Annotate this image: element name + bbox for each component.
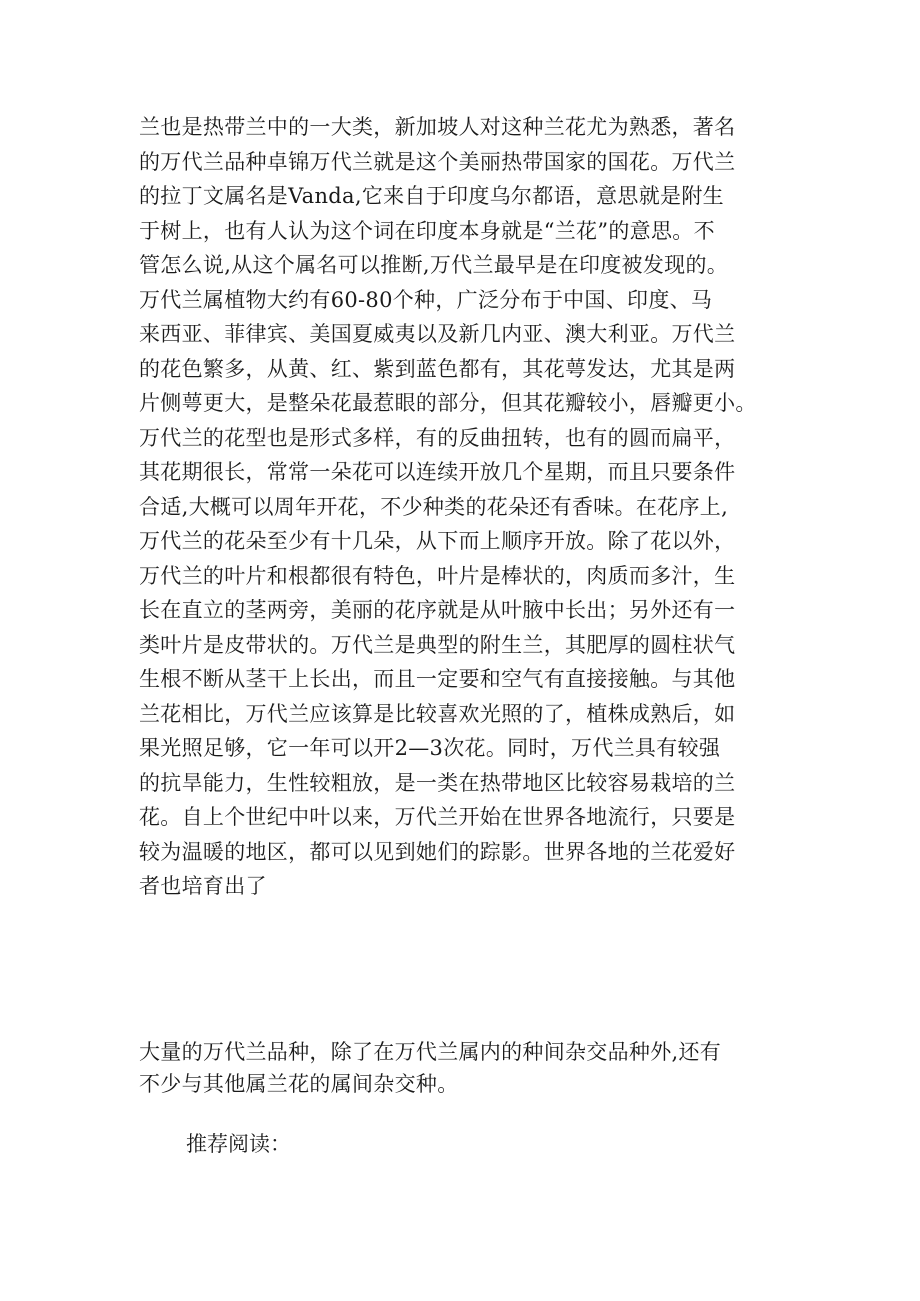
text-line: 万代兰的花朵至少有十几朵，从下而上顺序开放。除了花以外， bbox=[139, 529, 736, 553]
text-line: 管怎么说,从这个属名可以推断,万代兰最早是在印度被发现的。 bbox=[139, 253, 729, 277]
text-line: 生根不断从茎干上长出，而且一定要和空气有直接接触。与其他 bbox=[139, 667, 736, 691]
text-line: 长在直立的茎两旁，美丽的花序就是从叶腋中长出；另外还有一 bbox=[139, 598, 736, 622]
text-line: 来西亚、菲律宾、美国夏威夷以及新几内亚、澳大利亚。万代兰 bbox=[139, 322, 736, 346]
text-line: 兰也是热带兰中的一大类，新加坡人对这种兰花尤为熟悉，著名 bbox=[139, 115, 736, 139]
text-line: 果光照足够，它一年可以开2—3次花。同时，万代兰具有较强 bbox=[139, 736, 721, 760]
text-line: 的花色繁多，从黄、红、紫到蓝色都有，其花萼发达，尤其是两 bbox=[139, 356, 736, 381]
recommended-reading-label: 推荐阅读： bbox=[186, 1132, 291, 1156]
text-line: 者也培育出了 bbox=[139, 874, 267, 898]
text-line: 的万代兰品种卓锦万代兰就是这个美丽热带国家的国花。万代兰 bbox=[139, 149, 736, 174]
text-line: 的拉丁文属名是Vanda,它来自于印度乌尔都语，意思就是附生 bbox=[139, 184, 724, 208]
text-line: 片侧萼更大，是整朵花最惹眼的部分，但其花瓣较小，唇瓣更小。 bbox=[139, 391, 757, 415]
text-line: 的抗旱能力，生性较粗放，是一类在热带地区比较容易栽培的兰 bbox=[139, 770, 736, 795]
text-line: 其花期很长，常常一朵花可以连续开放几个星期，而且只要条件 bbox=[139, 460, 736, 484]
main-paragraph bbox=[139, 110, 799, 904]
text-line: 花。自上个世纪中叶以来，万代兰开始在世界各地流行，只要是 bbox=[139, 805, 736, 829]
text-line: 兰花相比，万代兰应该算是比较喜欢光照的了，植株成熟后，如 bbox=[139, 701, 736, 726]
text-line: 不少与其他属兰花的属间杂交种。 bbox=[139, 1072, 459, 1096]
text-line: 万代兰的叶片和根都很有特色，叶片是棒状的，肉质而多汁，生 bbox=[139, 563, 736, 588]
text-line: 万代兰的花型也是形式多样，有的反曲扭转，也有的圆而扁平， bbox=[139, 425, 736, 450]
continuation-paragraph bbox=[139, 1036, 799, 1100]
text-line: 大量的万代兰品种，除了在万代兰属内的种间杂交品种外,还有 bbox=[139, 1040, 722, 1064]
text-line: 类叶片是皮带状的。万代兰是典型的附生兰，其肥厚的圆柱状气 bbox=[139, 632, 736, 657]
text-line: 于树上，也有人认为这个词在印度本身就是“兰花”的意思。不 bbox=[139, 218, 715, 243]
text-line: 较为温暖的地区，都可以见到她们的踪影。世界各地的兰花爱好 bbox=[139, 839, 736, 864]
text-line: 合适,大概可以周年开花，不少种类的花朵还有香味。在花序上, bbox=[139, 494, 729, 519]
text-line: 万代兰属植物大约有60-80个种，广泛分布于中国、印度、马 bbox=[139, 287, 713, 312]
